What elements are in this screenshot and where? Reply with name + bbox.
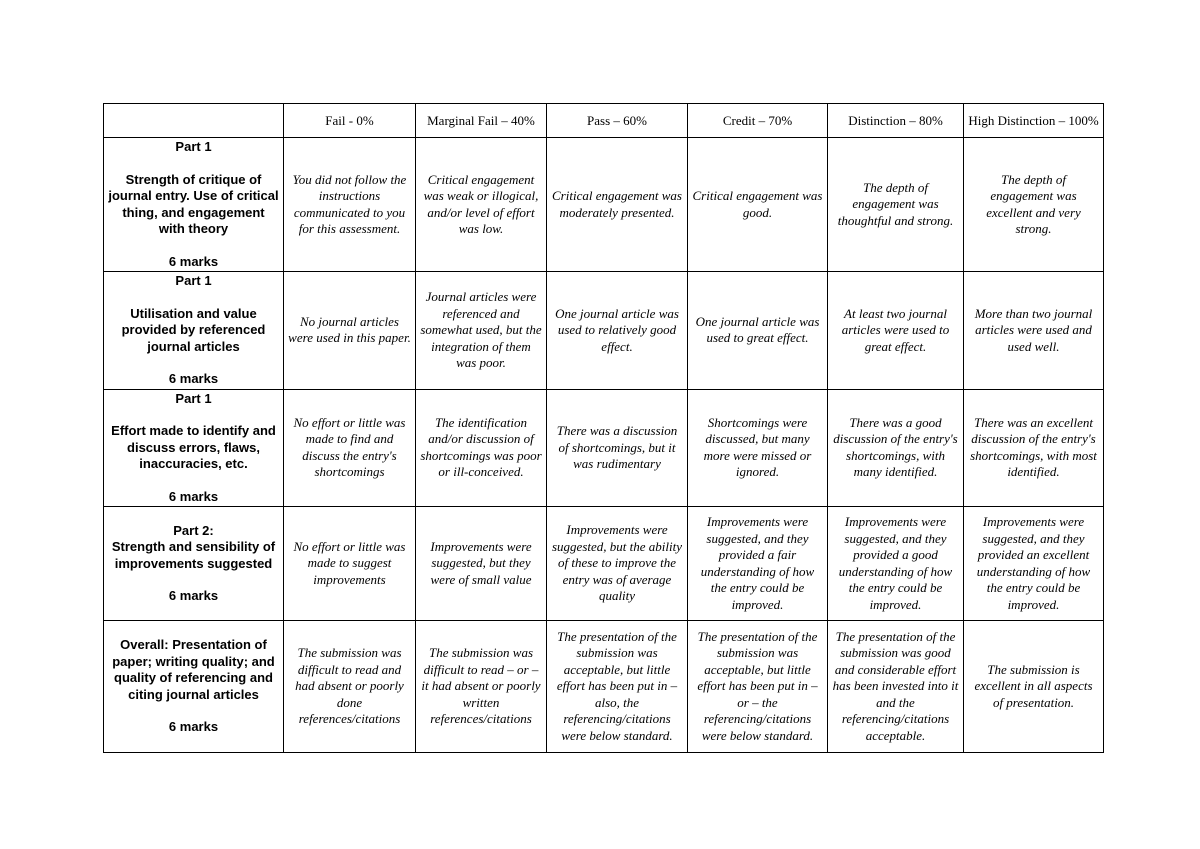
marking-rubric-table bbox=[103, 103, 1104, 753]
table-row bbox=[104, 507, 1104, 621]
rubric-cell-pass: There was a discussion of shortcomings, but it was rudimentary bbox=[547, 389, 688, 507]
criterion-cell bbox=[104, 389, 284, 507]
rubric-cell-credit: Improvements were suggested, and they provided a fair understanding of how the entry could be improved. bbox=[688, 507, 828, 621]
criterion-marks: 6 marks bbox=[168, 488, 219, 504]
rubric-cell-credit: Critical engagement was good. bbox=[688, 138, 828, 272]
criterion-cell bbox=[104, 272, 284, 390]
criterion-title: Strength of critique of journal entry. Use of critical thing, and engagement with theory bbox=[108, 171, 279, 236]
rubric-cell-fail: No effort or little was made to find and discuss the entry's shortcomings bbox=[284, 389, 416, 507]
rubric-cell-credit: Shortcomings were discussed, but many more were missed or ignored. bbox=[688, 389, 828, 507]
rubric-cell-fail: You did not follow the instructions communicated to you for this assessment. bbox=[284, 138, 416, 272]
header-high-distinction: High Distinction – 100% bbox=[964, 104, 1104, 138]
rubric-cell-high-distinction: Improvements were suggested, and they provided an excellent understanding of how the entry could be improved. bbox=[964, 507, 1104, 621]
rubric-cell-distinction: The presentation of the submission was good and considerable effort has been invested into it and the referencing/citations acceptable. bbox=[828, 621, 964, 753]
criterion-marks: 6 marks bbox=[168, 719, 219, 735]
criterion-marks: 6 marks bbox=[168, 253, 219, 269]
rubric-cell-pass: The presentation of the submission was acceptable, but little effort has been put in – also, the referencing/citations were below standard. bbox=[547, 621, 688, 753]
criterion-title: Overall: Presentation of paper; writing quality; and quality of referencing and citing journal articles bbox=[112, 637, 275, 702]
rubric-cell-marginal-fail: Critical engagement was weak or illogical, and/or level of effort was low. bbox=[416, 138, 547, 272]
rubric-cell-credit: The presentation of the submission was acceptable, but little effort has been put in – or – the referencing/citations were below standard. bbox=[688, 621, 828, 753]
header-distinction: Distinction – 80% bbox=[828, 104, 964, 138]
rubric-cell-marginal-fail: The identification and/or discussion of shortcomings was poor or ill-conceived. bbox=[416, 389, 547, 507]
header-marginal-fail: Marginal Fail – 40% bbox=[416, 104, 547, 138]
rubric-cell-distinction: At least two journal articles were used to great effect. bbox=[828, 272, 964, 390]
table-row bbox=[104, 272, 1104, 390]
table-row bbox=[104, 621, 1104, 753]
rubric-cell-marginal-fail: Journal articles were referenced and somewhat used, but the integration of them was poor. bbox=[416, 272, 547, 390]
header-pass: Pass – 60% bbox=[547, 104, 688, 138]
criterion-cell bbox=[104, 507, 284, 621]
criterion-title: Utilisation and value provided by referenced journal articles bbox=[121, 305, 266, 354]
criterion-part: Part 2: bbox=[173, 522, 214, 538]
table-row bbox=[104, 138, 1104, 272]
rubric-cell-pass: Critical engagement was moderately presented. bbox=[547, 138, 688, 272]
rubric-cell-fail: No journal articles were used in this paper. bbox=[284, 272, 416, 390]
rubric-cell-marginal-fail: The submission was difficult to read – or – it had absent or poorly written references/citations bbox=[416, 621, 547, 753]
header-row bbox=[104, 104, 1104, 138]
criterion-part: Part 1 bbox=[175, 139, 212, 154]
criterion-cell bbox=[104, 621, 284, 753]
rubric-cell-pass: Improvements were suggested, but the ability of these to improve the entry was of average quality bbox=[547, 507, 688, 621]
rubric-cell-high-distinction: The depth of engagement was excellent and very strong. bbox=[964, 138, 1104, 272]
criterion-cell bbox=[104, 138, 284, 272]
header-credit: Credit – 70% bbox=[688, 104, 828, 138]
rubric-cell-fail: The submission was difficult to read and had absent or poorly done references/citations bbox=[284, 621, 416, 753]
rubric-cell-high-distinction: There was an excellent discussion of the entry's shortcomings, with most identified. bbox=[964, 389, 1104, 507]
rubric-cell-high-distinction: More than two journal articles were used and used well. bbox=[964, 272, 1104, 390]
header-criteria-blank bbox=[104, 104, 284, 138]
rubric-cell-high-distinction: The submission is excellent in all aspects of presentation. bbox=[964, 621, 1104, 753]
criterion-part: Part 1 bbox=[175, 390, 212, 406]
rubric-cell-marginal-fail: Improvements were suggested, but they were of small value bbox=[416, 507, 547, 621]
rubric-cell-credit: One journal article was used to great effect. bbox=[688, 272, 828, 390]
table-row bbox=[104, 389, 1104, 507]
criterion-title: Effort made to identify and discuss errors, flaws, inaccuracies, etc. bbox=[111, 423, 276, 471]
header-fail: Fail - 0% bbox=[284, 104, 416, 138]
rubric-cell-fail: No effort or little was made to suggest improvements bbox=[284, 507, 416, 621]
criterion-marks: 6 marks bbox=[168, 588, 219, 603]
criterion-part: Part 1 bbox=[175, 273, 212, 288]
rubric-cell-distinction: Improvements were suggested, and they provided a good understanding of how the entry could be improved. bbox=[828, 507, 964, 621]
criterion-title: Strength and sensibility of improvements suggested bbox=[111, 539, 276, 571]
rubric-cell-distinction: There was a good discussion of the entry's shortcomings, with many identified. bbox=[828, 389, 964, 507]
rubric-cell-pass: One journal article was used to relatively good effect. bbox=[547, 272, 688, 390]
criterion-marks: 6 marks bbox=[168, 371, 219, 386]
rubric-cell-distinction: The depth of engagement was thoughtful and strong. bbox=[828, 138, 964, 272]
